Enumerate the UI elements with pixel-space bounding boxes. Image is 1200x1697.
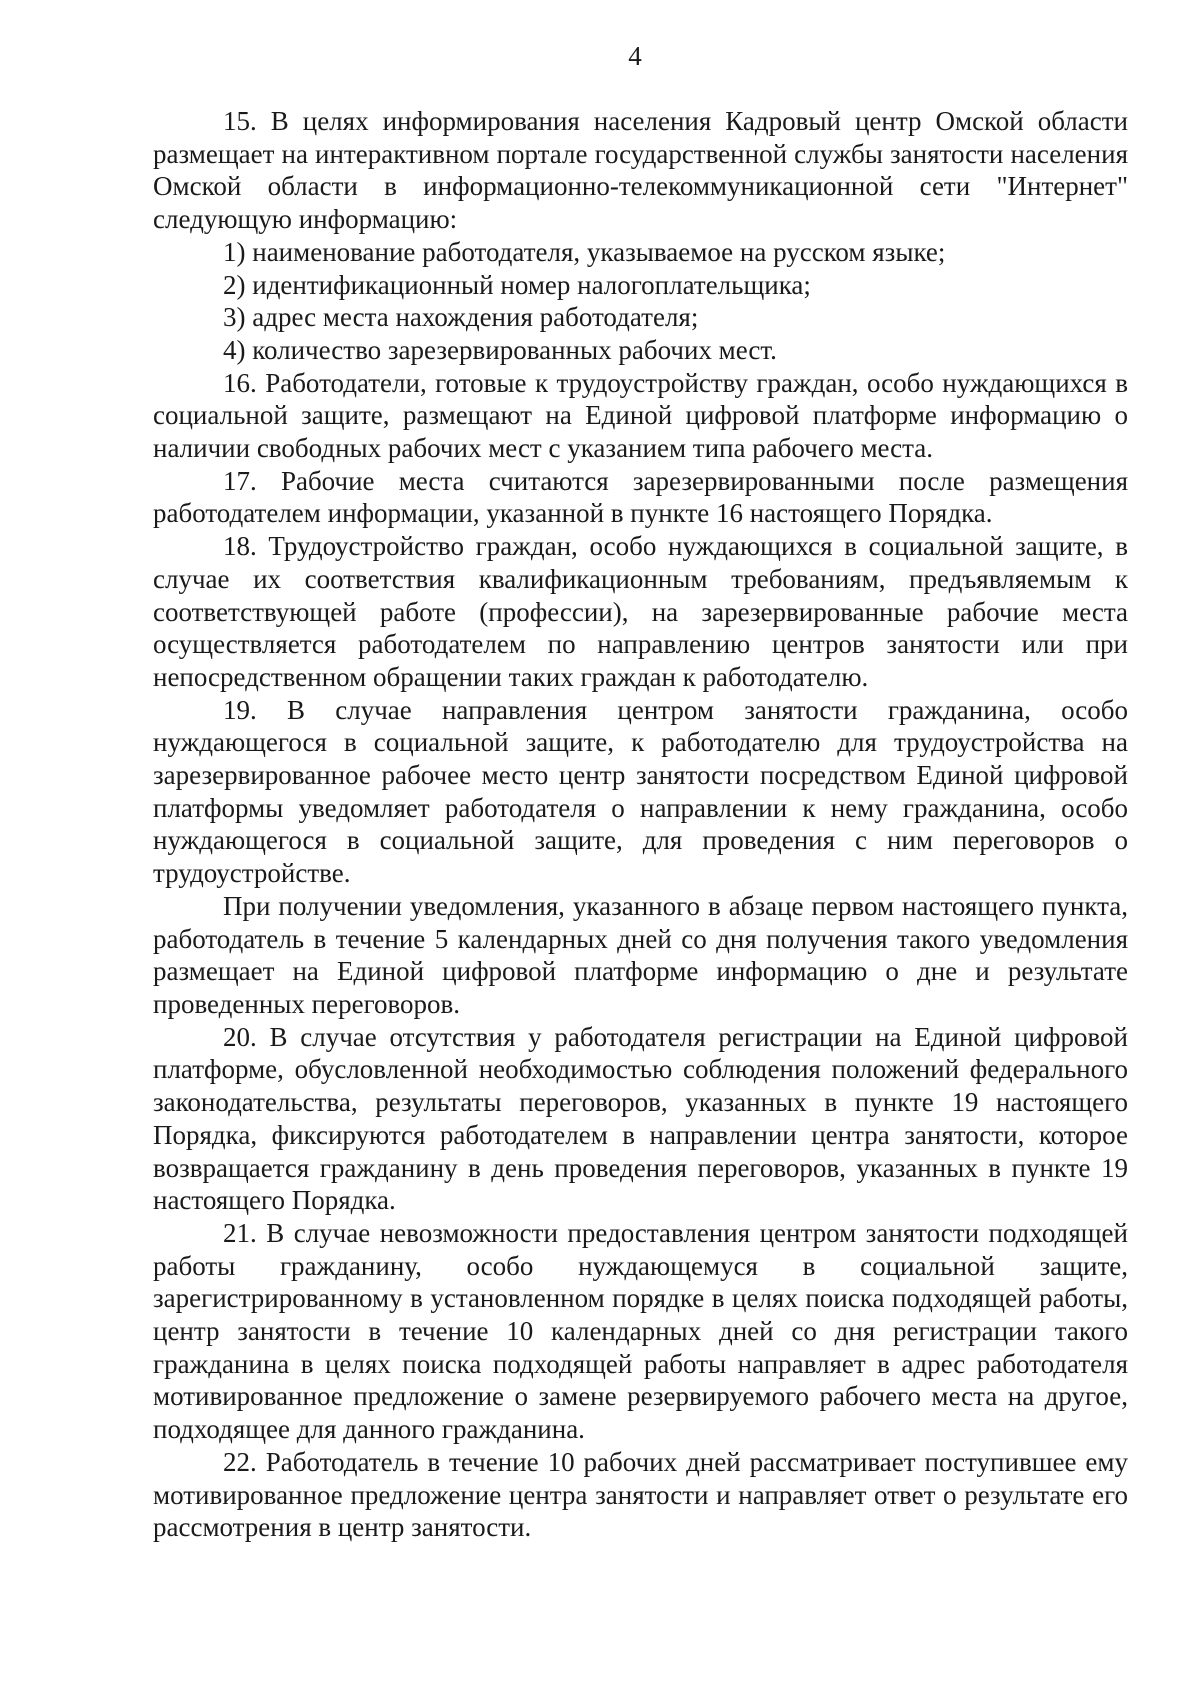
page-number: 4 [628,41,642,71]
paragraph-19-second: При получении уведомления, указанного в абзаце первом настоящего пункта, работодатель в течение 5 календарных дней со дня получения такого уведомления размещает на Единой цифровой платформе информацию о дне и результате проведенных переговоров. [153,890,1128,1019]
list-item-2: 2) идентификационный номер налогоплательщика; [223,269,811,300]
paragraph-17: 17. Рабочие места считаются зарезервированными после размещения работодателем информации, указанной в пункте 16 настоящего Порядка. [153,465,1128,529]
list-item-3: 3) адрес места нахождения работодателя; [223,302,699,333]
list-item-1: 1) наименование работодателя, указываемое на русском языке; [223,236,946,267]
paragraph-16: 16. Работодатели, готовые к трудоустройству граждан, особо нуждающихся в социальной защите, размещают на Единой цифровой платформе информацию о наличии свободных рабочих мест с указанием типа рабочего места. [153,367,1128,464]
paragraph-19: 19. В случае направления центром занятости гражданина, особо нуждающегося в социальной защите, к работодателю для трудоустройства на зарезервированное рабочее место центр занятости посредством Единой цифровой платформы уведомляет работодателя о направлении к нему гражданина, особо нуждающегося в социальной защите, для проведения с ним переговоров о трудоустройстве. [153,694,1128,889]
paragraph-18: 18. Трудоустройство граждан, особо нуждающихся в социальной защите, в случае их соответствия квалификационным требованиям, предъявляемым к соответствующей работе (профессии), на зарезервированные рабочие места осуществляется работодателем по направлению центров занятости или при непосредственном обращении таких граждан к работодателю. [153,531,1128,692]
paragraph-21: 21. В случае невозможности предоставления центром занятости подходящей работы гражданину, особо нуждающемуся в социальной защите, зарегистрированному в установленном порядке в целях поиска подходящей работы, центр занятости в течение 10 календарных дней со дня регистрации такого гражданина в целях поиска подходящей работы направляет в адрес работодателя мотивированное предложение о замене резервируемого рабочего места на другое, подходящее для данного гражданина. [153,1217,1128,1445]
paragraph-22: 22. Работодатель в течение 10 рабочих дней рассматривает поступившее ему мотивированное предложение центра занятости и направляет ответ о результате его рассмотрения в центр занятости. [153,1446,1128,1543]
paragraph-20: 20. В случае отсутствия у работодателя регистрации на Единой цифровой платформе, обусловленной необходимостью соблюдения положений федерального законодательства, результаты переговоров, указанных в пункте 19 настоящего Порядка, фиксируются работодателем в направлении центра занятости, которое возвращается гражданину в день проведения переговоров, указанных в пункте 19 настоящего Порядка. [153,1021,1128,1216]
document-body [153,105,1128,1544]
paragraph-15: 15. В целях информирования населения Кадровый центр Омской области размещает на интерактивном портале государственной службы занятости населения Омской области в информационно-телекоммуникационной сети "Интернет" следующую информацию: [153,106,1128,235]
list-item-4: 4) количество зарезервированных рабочих мест. [223,334,777,365]
